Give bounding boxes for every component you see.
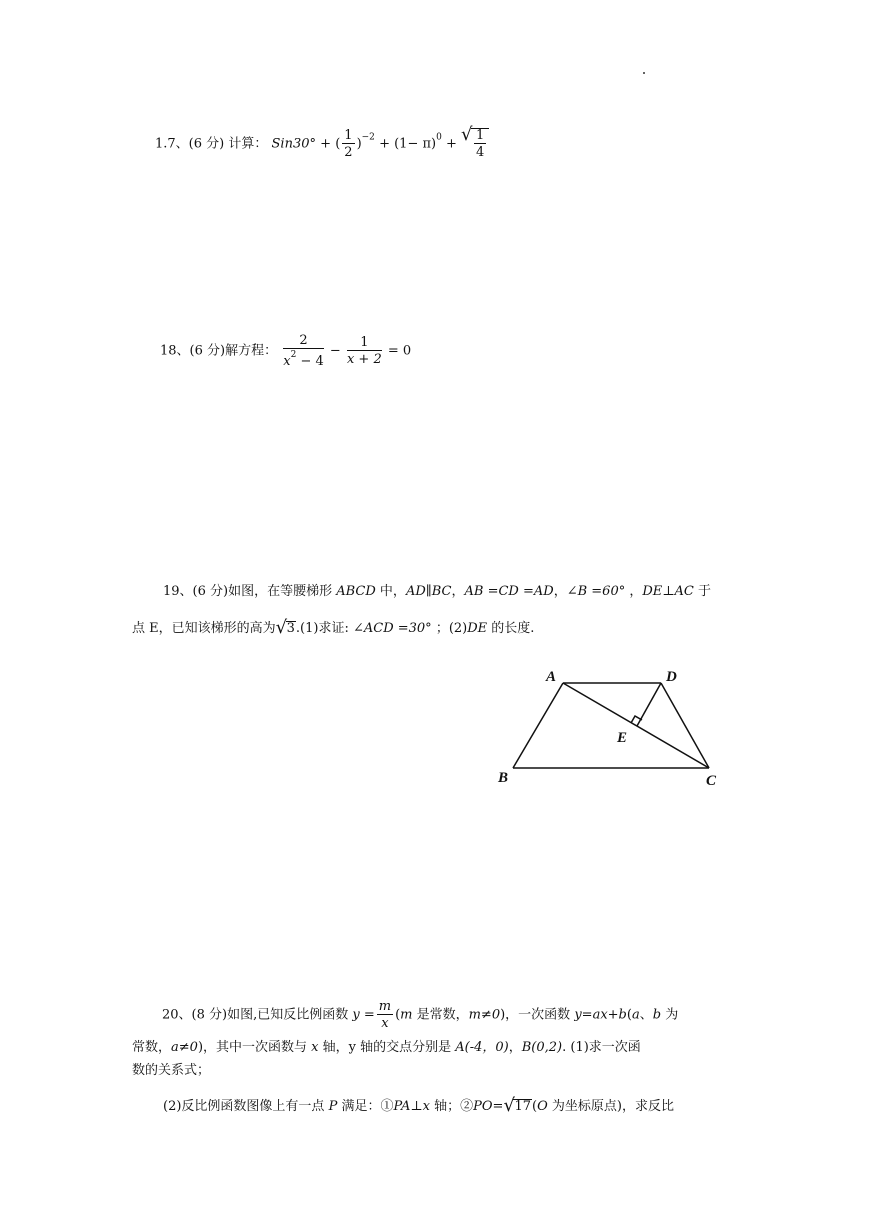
q17-number: 1.7、(6 分): [155, 136, 225, 152]
q19-angle-b: ∠B =60°: [566, 584, 626, 599]
q20-o: O: [537, 1099, 548, 1114]
plus-sign: +: [379, 136, 390, 152]
q19-text: .(1)求证:: [295, 621, 353, 636]
sqrt-3: [275, 617, 296, 638]
sqrt-quarter: [461, 124, 489, 160]
q20-x: x: [422, 1099, 430, 1114]
q19-abcd: ABCD: [336, 584, 376, 599]
plus-sign: +: [445, 136, 457, 152]
q20-b: b: [652, 1007, 662, 1023]
paren-open: (: [335, 136, 341, 152]
exponent-zero: 0: [436, 132, 442, 143]
q20-text: 、: [639, 1007, 653, 1023]
q20-p: P: [328, 1099, 338, 1114]
q20-text: . (1)求一次函: [562, 1040, 641, 1055]
q19-text: 点 E，已知该梯形的高为: [132, 621, 276, 636]
q18-label: 解方程：: [225, 343, 278, 359]
fraction-numerator: m: [378, 999, 392, 1014]
q19-text: ，: [553, 584, 567, 599]
fraction-denominator: x + 2: [346, 352, 382, 367]
q20-pa: PA: [393, 1099, 411, 1114]
fraction-numerator: 1: [347, 336, 382, 351]
q20-text: 20、(8 分)如图,已知反比例函数: [162, 1007, 353, 1023]
q20-text: (: [531, 1099, 538, 1114]
q19-text: 的长度.: [487, 621, 535, 636]
fraction-denominator: 4: [476, 145, 485, 160]
radical-sign: √: [461, 124, 473, 145]
q20-text: ⊥: [410, 1099, 423, 1114]
q19-text: ，: [625, 584, 643, 599]
q17-sin: Sin30°: [271, 136, 317, 152]
q19-line2: [132, 617, 535, 638]
q20-linear-function: y=ax+b: [574, 1007, 627, 1023]
q19-text: ，: [451, 584, 465, 599]
label-b: B: [498, 770, 509, 786]
q20-text: ，: [508, 1040, 522, 1055]
q20-text: (2)反比例函数图像上有一点: [163, 1099, 329, 1114]
label-d: D: [666, 669, 677, 685]
q20-po: PO=: [473, 1099, 504, 1114]
q20-m-ne-0: m≠0: [468, 1007, 501, 1023]
fraction-denominator: x: [381, 1016, 389, 1031]
segment-ac: [563, 683, 709, 768]
q20-text: (: [626, 1007, 632, 1023]
q20-text: (: [395, 1007, 401, 1023]
equals-zero: = 0: [387, 343, 412, 359]
q20-text: 是常数，: [412, 1007, 469, 1023]
q20-text: 为坐标原点)，求反比: [547, 1099, 674, 1114]
q20-text: )，其中一次函数与: [197, 1040, 312, 1055]
trapezoid-figure: [490, 660, 730, 795]
q19-de-perp-ac: DE⊥AC: [642, 584, 694, 599]
fraction-numerator: 1: [344, 128, 353, 143]
sqrt-body: 3: [286, 621, 295, 636]
segment-dc: [661, 683, 709, 768]
fraction-denominator: 2: [344, 145, 353, 160]
segment-ab: [513, 683, 563, 768]
page-marker-dot: [643, 72, 645, 74]
plus-sign: +: [320, 136, 332, 152]
q20-point-a: A(-4，0): [455, 1040, 509, 1055]
right-angle-mark: [631, 716, 642, 723]
q20-text: 数的关系式；: [132, 1063, 211, 1078]
q19-de: DE: [467, 621, 488, 636]
fraction-half: [342, 129, 354, 159]
q19-text: 19、(6 分)如图，在等腰梯形: [163, 584, 337, 599]
q19-angle-acd: ∠ACD =30°: [352, 621, 432, 636]
q19-line1: [163, 585, 711, 598]
label-a: A: [546, 669, 557, 685]
q20-line1: [162, 1000, 678, 1030]
q20-text: 轴；②: [429, 1099, 474, 1114]
fraction-2-over-x2-4: [283, 334, 324, 368]
q20-y-equals: y =: [352, 1007, 375, 1023]
label-e: E: [617, 730, 628, 746]
q20-x: x: [311, 1040, 319, 1055]
q19-ab-cd-ad: AB =CD =AD: [464, 584, 554, 599]
fraction-numerator: 1: [476, 128, 485, 143]
var-x: x: [283, 354, 291, 369]
q19-ad-parallel-bc: AD∥BC: [405, 584, 452, 599]
radical-sign: √: [275, 617, 288, 638]
fraction-quarter: [474, 129, 486, 159]
q20-a-ne-0: a≠0: [171, 1040, 198, 1055]
minus-sign: −: [329, 343, 341, 359]
sqrt-body: 17: [514, 1099, 531, 1114]
fraction-m-over-x: [377, 1000, 393, 1030]
q20-text: 轴，y 轴的交点分别是: [318, 1040, 456, 1055]
fraction-1-over-x-plus-2: [347, 336, 382, 366]
fraction-numerator: 2: [283, 334, 324, 349]
exponent-neg2: −2: [361, 132, 375, 143]
q20-text: 常数，: [132, 1040, 172, 1055]
q17-line: [155, 124, 489, 160]
sqrt-body: [471, 128, 489, 159]
q20-line2: [132, 1041, 641, 1054]
q20-line3: [132, 1064, 210, 1077]
label-c: C: [706, 773, 717, 789]
q18-number: 18、(6 分): [160, 343, 226, 359]
q20-a: a: [631, 1007, 640, 1023]
q20-m: m: [400, 1007, 413, 1023]
q19-text: ；(2): [431, 621, 468, 636]
radical-sign: √: [503, 1095, 515, 1116]
sqrt-17: [503, 1095, 532, 1116]
q20-text: 满足：①: [337, 1099, 394, 1114]
q20-point-b: B(0,2): [521, 1040, 563, 1055]
paren-close: ): [356, 136, 362, 152]
q17-label: 计算：: [228, 136, 268, 152]
q20-text: 为: [661, 1007, 679, 1023]
q18-line: [160, 334, 411, 368]
one-minus-pi: (1− π): [394, 136, 437, 152]
q20-line4: [163, 1095, 674, 1116]
q19-text: 于: [693, 584, 711, 599]
q19-text: 中，: [375, 584, 406, 599]
q20-text: )，一次函数: [500, 1007, 575, 1023]
minus-four: − 4: [296, 354, 324, 369]
fraction-denominator: [283, 349, 324, 368]
exponent-2: 2: [290, 350, 297, 360]
